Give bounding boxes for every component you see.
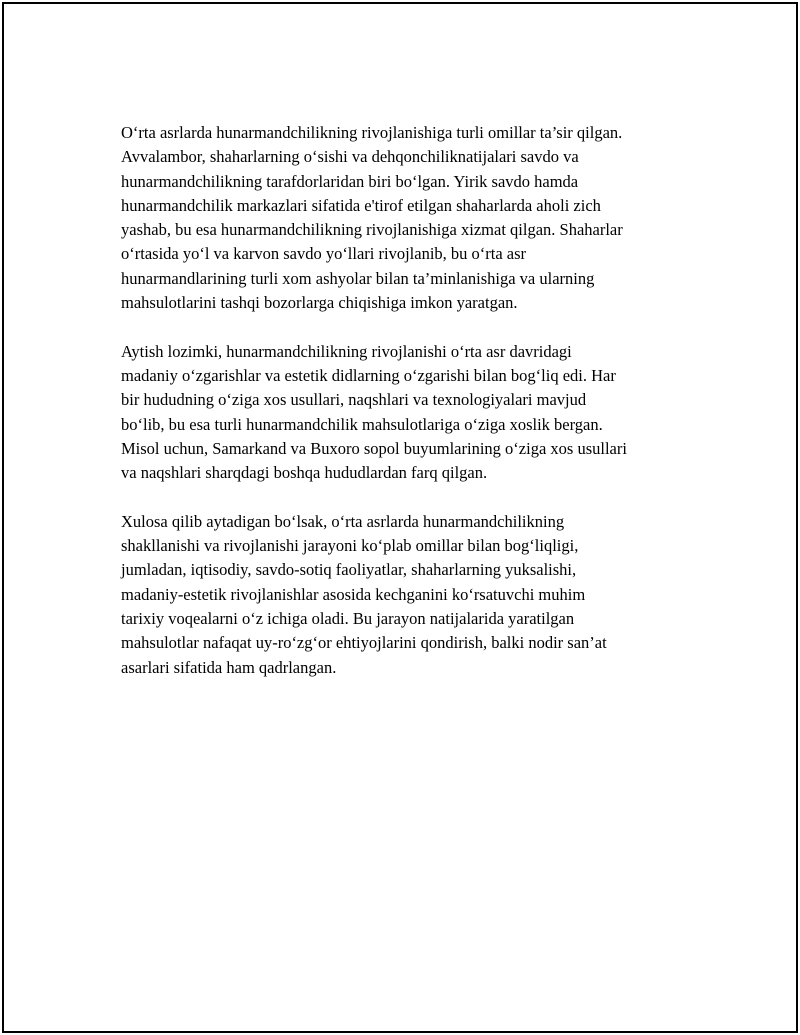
text-line: jumladan, iqtisodiy, savdo-sotiq faoliyatlar, shaharlarning yuksalishi, [121, 560, 577, 580]
text-line: tarixiy voqealarni o‘z ichiga oladi. Bu jarayon natijalarida yaratilgan [121, 608, 575, 628]
text-line: Misol uchun, Samarkand va Buxoro sopol buyumlarining o‘ziga xos usullari [121, 438, 627, 458]
text-line: shakllanishi va rivojlanishi jarayoni ko‘plab omillar bilan bog‘liqligi, [121, 536, 579, 556]
text-line: bir hududning o‘ziga xos usullari, naqshlari va texnologiyalari mavjud [121, 390, 587, 410]
text-line: va naqshlari sharqdagi boshqa hududlardan farq qilgan. [121, 463, 488, 483]
text-line: hunarmandlarining turli xom ashyolar bilan ta’minlanishiga va ularning [121, 268, 595, 288]
text-line: o‘rtasida yo‘l va karvon savdo yo‘llari rivojlanib, bu o‘rta asr [121, 244, 527, 264]
text-line: hunarmandchilikning tarafdorlaridan biri bo‘lgan. Yirik savdo hamda [121, 171, 579, 191]
paragraph-3 [121, 510, 701, 680]
text-line: madaniy o‘zgarishlar va estetik didlarning o‘zgarishi bilan bog‘liq edi. Har [121, 365, 616, 385]
text-line: asarlari sifatida ham qadrlangan. [121, 657, 337, 677]
text-line: Aytish lozimki, hunarmandchilikning rivojlanishi o‘rta asr davridagi [121, 341, 572, 361]
text-line: Xulosa qilib aytadigan bo‘lsak, o‘rta asrlarda hunarmandchilikning [121, 511, 565, 531]
text-line: mahsulotlar nafaqat uy-ro‘zg‘or ehtiyojlarini qondirish, balki nodir san’at [121, 633, 607, 653]
paragraph-2 [121, 340, 701, 486]
text-line: bo‘lib, bu esa turli hunarmandchilik mahsulotlariga o‘ziga xoslik bergan. [121, 414, 603, 434]
document-body [121, 121, 701, 704]
document-page [2, 2, 798, 1033]
paragraph-1 [121, 121, 701, 315]
text-line: mahsulotlarini tashqi bozorlarga chiqishiga imkon yaratgan. [121, 293, 518, 313]
text-line: yashab, bu esa hunarmandchilikning rivojlanishiga xizmat qilgan. Shaharlar [121, 220, 623, 240]
text-line: hunarmandchilik markazlari sifatida e'tirof etilgan shaharlarda aholi zich [121, 195, 601, 215]
text-line: O‘rta asrlarda hunarmandchilikning rivojlanishiga turli omillar ta’sir qilgan. [121, 123, 623, 142]
text-line: madaniy-estetik rivojlanishlar asosida kechganini ko‘rsatuvchi muhim [121, 584, 586, 604]
text-line: Avvalambor, shaharlarning o‘sishi va dehqonchiliknatijalari savdo va [121, 147, 579, 167]
